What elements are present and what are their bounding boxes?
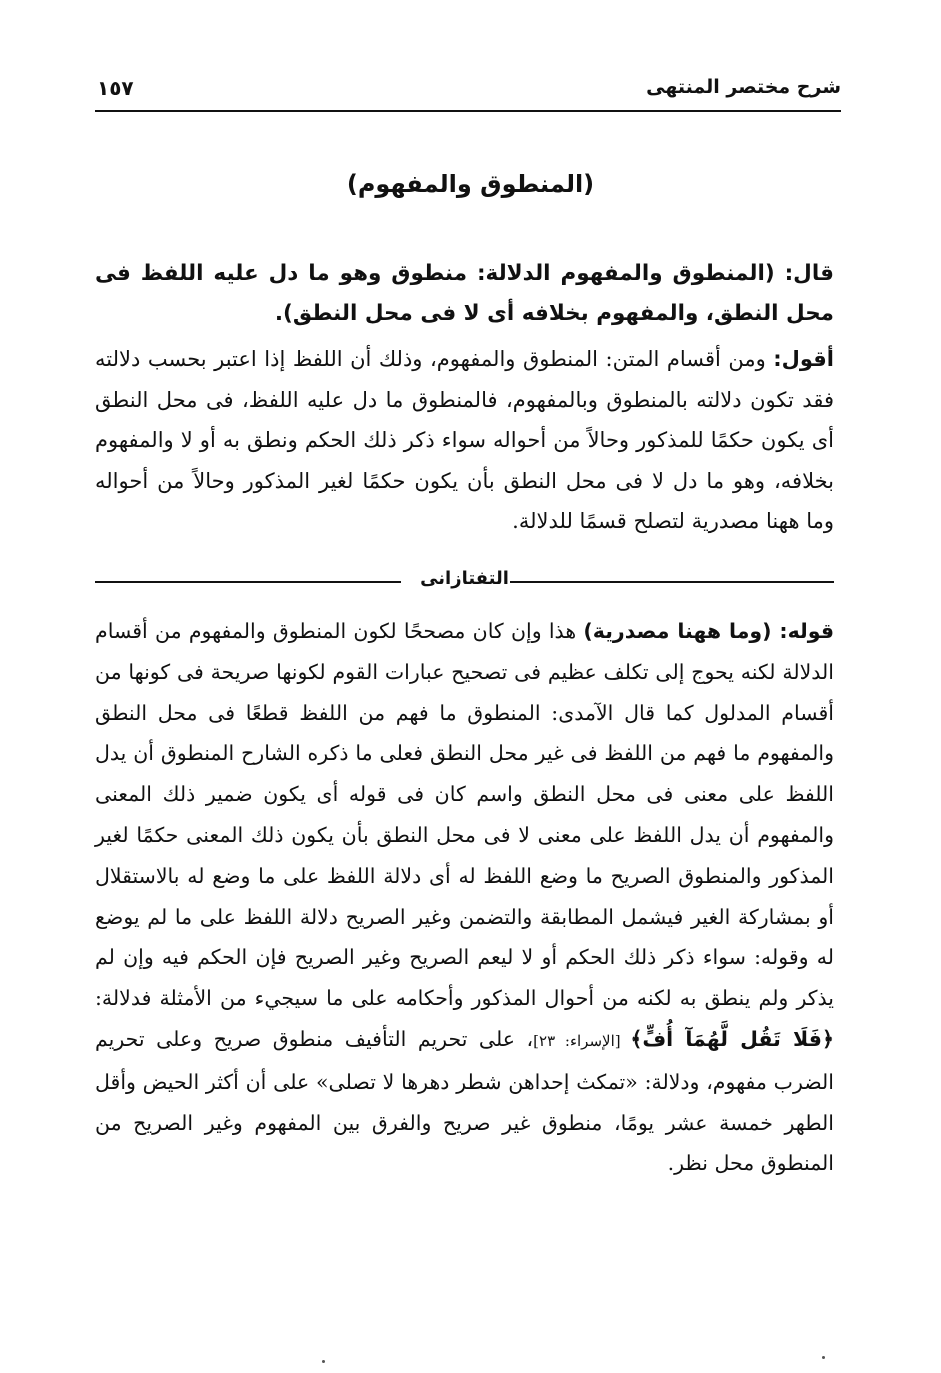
hashiya-lead: قوله: (وما ههنا مصدرية): [583, 619, 834, 643]
divider-line-left: [95, 581, 401, 583]
sharh-text: ومن أقسام المتن: المنطوق والمفهوم، وذلك أن اللفظ إذا اعتبر بحسب دلالته فقد تكون دلالته بالمنطوق وبالمفهوم، فالمنطوق ما دل عليه اللفظ، فى محل النطق أى يكون حكمًا للمذكور وحالاً من أحواله سواء ذكر ذلك الحكم ونطق به أو لا والمفهوم بخلافه، وهو ما دل لا فى محل النطق بأن يكون حكمًا لغير المذكور وحالاً من أحواله وما ههنا مصدرية لتصلح قسمًا للدلالة.: [95, 347, 834, 533]
page-number: ١٥٧: [97, 76, 134, 100]
hashiya-text-2: ، على تحريم التأفيف منطوق صريح وعلى تحريم الضرب مفهوم، ودلالة: «تمكث إحداهن شطر دهرها لا تصلى» على أن أكثر الحيض وأقل الطهر خمسة عشر يومًا، منطوق غير صريح والفرق بين المفهوم وغير الصريح من المنطوق محل نظر.: [95, 1026, 834, 1176]
running-title: شرح مختصر المنتهى: [646, 76, 841, 98]
sharh-paragraph: [95, 339, 834, 542]
section-title: (المنطوق والمفهوم): [346, 170, 595, 198]
scan-speck: [822, 1356, 825, 1359]
quran-quote: ﴿فَلَا تَقُل لَّهُمَآ أُفٍّ﴾: [630, 1026, 834, 1051]
commentary-divider: [95, 568, 834, 598]
hashiya-paragraph: [95, 611, 834, 1184]
scan-speck: [322, 1360, 325, 1363]
running-header: [95, 70, 841, 112]
divider-label: التفتازانى: [420, 568, 509, 589]
matn-paragraph: [95, 254, 834, 334]
quran-reference: [الإسراء: ٢٣]: [533, 1031, 631, 1050]
hashiya-text-1: هذا وإن كان مصححًا لكون المنطوق والمفهوم من أقسام الدلالة لكنه يحوج إلى تكلف عظيم فى تصحيح عبارات القوم لكونها صريحة فى كونها من أقسام المدلول كما قال الآمدى: المنطوق ما فهم من اللفظ قطعًا فى محل النطق والمفهوم ما فهم من اللفظ فى غير محل النطق فعلى ما ذكره الشارح المنطوق أن يدل اللفظ على معنى فى محل النطق واسم كان فى قوله أى يكون ضمير ذلك المعنى والمفهوم أن يدل اللفظ على معنى لا فى محل النطق بأن يكون ذلك المعنى حكمًا لغير المذكور والمنطوق الصريح ما وضع اللفظ له أى دلالة اللفظ على ما وضع له بالاستقلال أو بمشاركة الغير فيشمل المطابقة والتضمن وغير الصريح دلالة اللفظ على ما لم يوضع له وقوله: سواء ذكر ذلك الحكم أو لا ليعم الصريح وغير الصريح فإن الحكم فيه وإن لم يذكر ولم ينطق به لكنه من أحوال المذكور وأحكامه على ما سيجيء من الأمثلة فدلالة:: [95, 619, 834, 1011]
sharh-lead: أقول:: [773, 347, 834, 371]
matn-text: قال: (المنطوق والمفهوم الدلالة: منطوق وهو ما دل عليه اللفظ فى محل النطق، والمفهوم بخلافه أى لا فى محل النطق).: [95, 261, 834, 326]
